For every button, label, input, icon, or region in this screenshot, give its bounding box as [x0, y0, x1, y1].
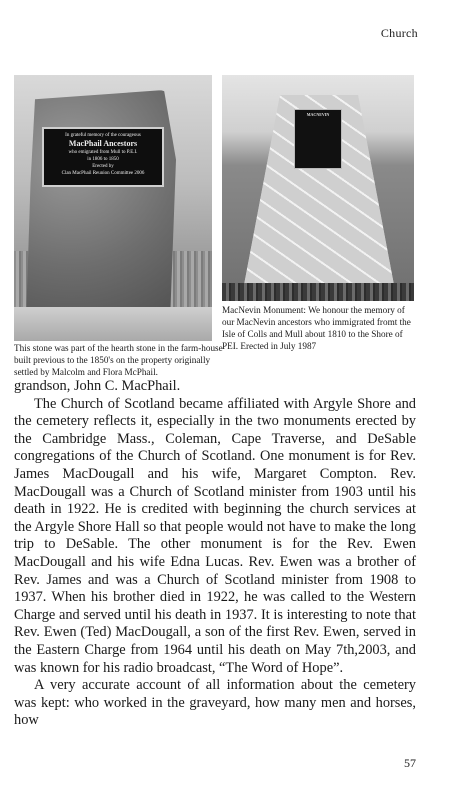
paragraph: grandson, John C. MacPhail. [14, 378, 181, 394]
plaque-line: Erected by [92, 164, 114, 169]
running-head: Church [380, 26, 418, 40]
plaque-line: Clan MacPhail Reunion Committee 2006 [61, 171, 145, 176]
flower-bed [222, 283, 414, 301]
plaque-line: who emigrated from Mull to P.E.I. [68, 150, 138, 155]
page-number: 57 [404, 756, 416, 770]
caption-right: MacNevin Monument: We honour the memory of our MacNevin ancestors who immigrated fromt the Isle of Colls and Mull about 1810 to the Shore of PEI. Erected in July 1987 [222, 305, 411, 351]
plaque-line: in 1806 to 1850 [87, 157, 119, 162]
hearth-stone [26, 90, 176, 322]
paragraph: A very accurate account of all information about the cemetery was kept: who worked in the graveyard, how many men and horses, how [14, 677, 416, 729]
stone-base [14, 307, 212, 341]
plaque-line: In grateful memory of the courageous [65, 133, 141, 138]
caption-left: This stone was part of the hearth stone in the farm-house built previous to the 1850's on the property originally settled by Malcolm and Flora McPhail. [14, 343, 223, 377]
macphail-plaque [42, 127, 164, 187]
macphail-stone-photo [14, 75, 212, 341]
plaque-header: MACNEVIN [306, 112, 330, 117]
macnevin-plaque [294, 109, 342, 169]
macnevin-monument-photo [222, 75, 414, 301]
plaque-title: MacPhail Ancestors [68, 139, 138, 148]
body-text [14, 378, 416, 730]
paragraph: The Church of Scotland became affiliated with Argyle Shore and the cemetery reflects it, especially in the two monuments erected by the Cambridge Mass., Coleman, Cape Traverse, and DeSable congregations of the Church of Scotland. One monument is for Rev. James MacDougall and his wife, Margaret Compton. Rev. MacDougall was a Church of Scotland minister from 1903 until his death in 1922. He is credited with beginning the church services at the Argyle Shore Hall so that people would not have to make the long trip to DeSable. The other monument is for the Rev. Ewen MacDougall and his wife Edna Lucas. Rev. Ewen was a brother of Rev. James and was a Church of Scotland minister from 1908 to 1937. When his brother died in 1922, he was called to the Western Charge and served until his death in 1937. It is interesting to note that Rev. Ewen (Ted) MacDougall, a son of the first Rev. Ewen, served in the Eastern Charge from 1964 until his death on May 7th,2003, and was known for his radio broadcast, “The Word of Hope”. [14, 395, 416, 676]
